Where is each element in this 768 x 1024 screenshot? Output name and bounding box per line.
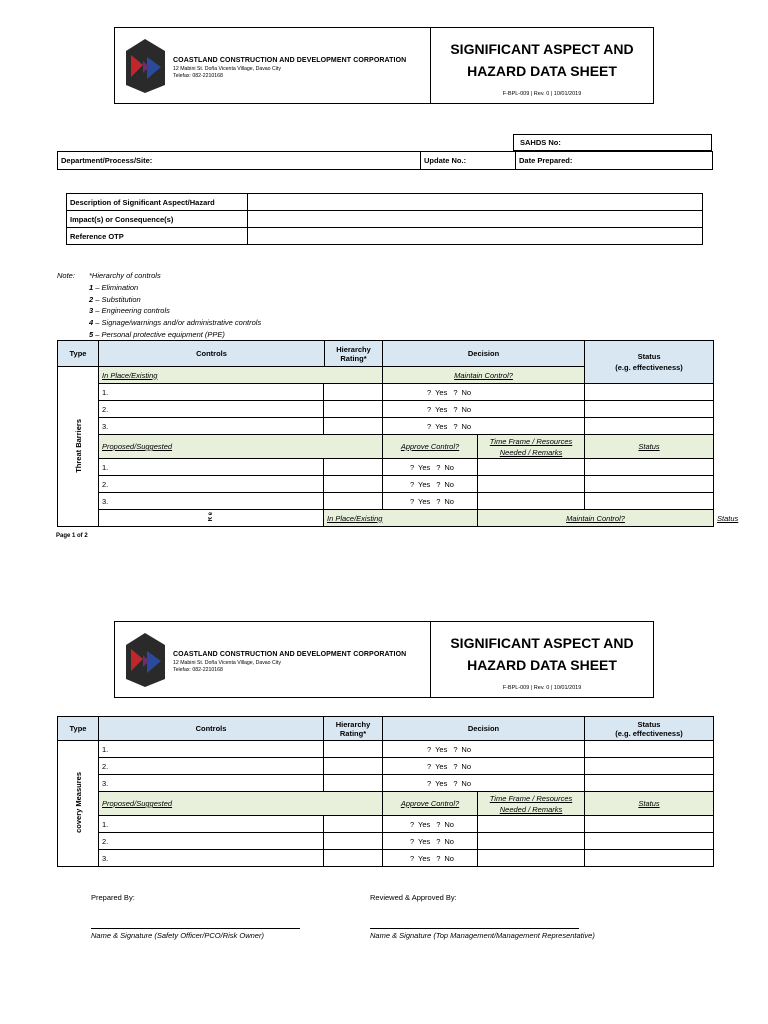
sahds-no-field[interactable]: SAHDS No: [513, 134, 712, 151]
status-header: Status [585, 435, 714, 459]
reviewed-by-label: Reviewed & Approved By: [370, 893, 457, 902]
proposed-row-3[interactable]: 3. [99, 493, 324, 510]
in-place-header: In Place/Existing [324, 510, 478, 527]
document-header [114, 27, 654, 104]
proposed-header: Proposed/Suggested [99, 435, 383, 459]
maintain-yes-no[interactable]: ? Yes ? No [383, 775, 585, 792]
approve-yes-no[interactable]: ? Yes ? No [383, 833, 478, 850]
proposed-row-1[interactable]: 1. [99, 816, 324, 833]
impact-field[interactable] [248, 211, 703, 228]
prepared-signature-line[interactable] [91, 928, 300, 929]
recovery-stub-cell [99, 510, 324, 527]
approve-yes-no[interactable]: ? Yes ? No [383, 816, 478, 833]
recovery-measures-cell [58, 741, 99, 867]
control-row-3[interactable]: 3. [99, 775, 324, 792]
col-hierarchy: Hierarchy Rating* [336, 344, 371, 363]
proposed-header: Proposed/Suggested [99, 792, 383, 816]
company-address: 12 Mabini St. Doña Vicenta Village, Davao City Telefax: 082-2210168 [173, 66, 281, 79]
col-controls: Controls [99, 717, 324, 741]
col-decision: Decision [383, 717, 585, 741]
control-row-3[interactable]: 3. [99, 418, 324, 435]
timeframe-header: Time Frame / Resources Needed / Remarks [478, 435, 585, 459]
control-row-1[interactable]: 1. [99, 384, 324, 401]
document-code: F-BPL-009 | Rev. 0 | 10/01/2019 [502, 685, 582, 691]
proposed-row-1[interactable]: 1. [99, 459, 324, 476]
document-code: F-BPL-009 | Rev. 0 | 10/01/2019 [502, 91, 582, 97]
maintain-yes-no[interactable]: ? Yes ? No [383, 741, 585, 758]
company-logo-icon [123, 37, 168, 94]
info-table [57, 151, 713, 170]
company-name: COASTLAND CONSTRUCTION AND DEVELOPMENT CORPORATION [173, 57, 407, 64]
timeframe-header: Time Frame / Resources Needed / Remarks [478, 792, 585, 816]
maintain-yes-no[interactable]: ? Yes ? No [383, 418, 585, 435]
col-decision: Decision [383, 341, 585, 367]
company-name: COASTLAND CONSTRUCTION AND DEVELOPMENT CORPORATION [173, 651, 407, 658]
page-number: Page 1 of 2 [56, 533, 88, 539]
prepared-name-caption: Name & Signature (Safety Officer/PCO/Risk Owner) [91, 931, 264, 940]
maintain-header: Maintain Control? [478, 510, 714, 527]
recovery-measures-label: covery Measures [73, 772, 83, 833]
col-status: Status (e.g. effectiveness) [585, 717, 714, 741]
hierarchy-note: Note: *Hierarchy of controls 1 – Elimination 2 – Substitution 3 – Engineering controls 4 – Signage/warnings and/or administrative controls 5 – Personal protective equipment (PPE) [57, 271, 262, 339]
company-address: 12 Mabini St. Doña Vicenta Village, Davao City Telefax: 082-2210168 [173, 660, 281, 673]
controls-table-recovery [57, 716, 714, 867]
prepared-by-label: Prepared By: [91, 893, 135, 902]
document-title: SIGNIFICANT ASPECT AND HAZARD DATA SHEET [450, 635, 634, 673]
maintain-header: Maintain Control? [383, 367, 585, 384]
maintain-yes-no[interactable]: ? Yes ? No [383, 401, 585, 418]
reviewed-name-caption: Name & Signature (Top Management/Management Representative) [370, 931, 595, 940]
document-title: SIGNIFICANT ASPECT AND HAZARD DATA SHEET [450, 41, 634, 79]
col-controls: Controls [99, 341, 325, 366]
col-type: Type [58, 341, 99, 367]
description-field[interactable] [248, 194, 703, 211]
in-place-header: In Place/Existing [99, 367, 383, 384]
reviewed-signature-line[interactable] [370, 928, 579, 929]
control-row-1[interactable]: 1. [99, 741, 324, 758]
col-status: Status (e.g. effectiveness) [585, 341, 714, 384]
document-header-page-2 [114, 621, 654, 698]
description-label: Description of Significant Aspect/Hazard [67, 194, 248, 211]
status-header: Status [585, 792, 714, 816]
col-hierarchy: Hierarchy Rating* [324, 717, 383, 741]
aspect-table [66, 193, 703, 245]
approve-yes-no[interactable]: ? Yes ? No [383, 493, 478, 510]
proposed-row-3[interactable]: 3. [99, 850, 324, 867]
approve-header: Approve Control? [383, 435, 478, 459]
maintain-yes-no[interactable]: ? Yes ? No [383, 758, 585, 775]
approve-yes-no[interactable]: ? Yes ? No [383, 850, 478, 867]
update-no-field[interactable]: Update No.: [421, 152, 516, 170]
controls-table-threat: Type Controls Hierarchy Rating* Decision Status (e.g. effectiveness) Threat Barriers In Place/Existing Maintain Control? 1. ? Yes ? No 2. ? Yes ? No 3. ? Yes ? No Proposed/Suggested Approve Control? Time Frame / Resources Needed / Remarks Status 1. ? Yes ? No 2. ? Yes ? No 3. ? Yes ? No R e In Place/Existing Maintain Control? Status [57, 340, 714, 527]
approve-header: Approve Control? [383, 792, 478, 816]
company-logo-icon [123, 631, 168, 688]
approve-yes-no[interactable]: ? Yes ? No [383, 476, 478, 493]
proposed-row-2[interactable]: 2. [99, 833, 324, 850]
proposed-row-2[interactable]: 2. [99, 476, 324, 493]
department-field[interactable]: Department/Process/Site: [58, 152, 421, 170]
date-prepared-field[interactable]: Date Prepared: [516, 152, 713, 170]
reference-field[interactable] [248, 228, 703, 245]
control-row-2[interactable]: 2. [99, 758, 324, 775]
col-type: Type [58, 717, 99, 741]
approve-yes-no[interactable]: ? Yes ? No [383, 459, 478, 476]
impact-label: Impact(s) or Consequence(s) [67, 211, 248, 228]
threat-barriers-cell [58, 367, 99, 527]
control-row-2[interactable]: 2. [99, 401, 324, 418]
reference-label: Reference OTP [67, 228, 248, 245]
recovery-stub-label: R e [208, 512, 214, 522]
threat-barriers-label: Threat Barriers [73, 418, 83, 473]
maintain-yes-no[interactable]: ? Yes ? No [383, 384, 585, 401]
